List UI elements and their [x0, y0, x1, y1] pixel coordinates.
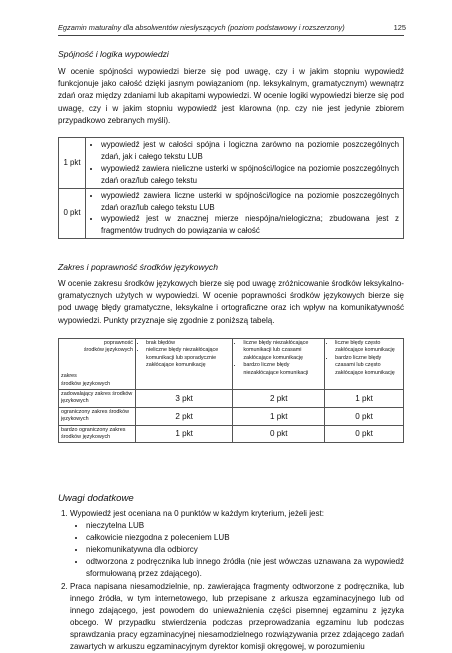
score-cell: 2 pkt	[136, 407, 233, 425]
score-cell: 3 pkt	[136, 390, 233, 408]
section-heading-remarks: Uwagi dodatkowe	[58, 493, 134, 504]
criterion-item: • wypowiedź zawiera liczne usterki w spójności/logice na poziomie poszczególnych zdań oraz/lub całego tekstu LUB	[101, 190, 399, 214]
score-cell: 1 pkt	[325, 390, 404, 408]
remark-bullet: • całkowicie niezgodna z poleceniem LUB	[86, 532, 404, 544]
points-cell: 0 pkt	[59, 188, 86, 239]
score-cell: 1 pkt	[233, 407, 325, 425]
remark-bullet: • nieczytelna LUB	[86, 520, 404, 532]
points-cell: 1 pkt	[59, 138, 86, 189]
table-row	[59, 425, 404, 443]
header-title: Egzamin maturalny dla absolwentów niesłyszących (poziom podstawowy i rozszerzony)	[58, 23, 345, 32]
table-header-row	[59, 339, 404, 390]
score-cell: 2 pkt	[233, 390, 325, 408]
section-heading-coherence: Spójność i logika wypowiedzi	[58, 49, 169, 59]
criteria-list	[88, 139, 399, 187]
corner-label-range-2: środków językowych	[61, 380, 111, 387]
criterion-item: • wypowiedź jest w znacznej mierze niespójna/nielogiczna; zbudowana jest z fragmentów trudnych do powiązania w całość	[101, 213, 399, 237]
table-row	[59, 390, 404, 408]
corner-label-range: zakres	[61, 373, 77, 380]
coherence-paragraph: W ocenie spójności wypowiedzi bierze się pod uwagę, czy i w jakim stopniu wypowiedź funkcjonuje jako całość dzięki jasnym powiązaniom (np. leksykalnym, gramatycznym) wewnątrz zdań oraz między zdaniami lub akapitami wypowiedzi. W ocenie logiki wypowiedzi bierze się pod uwagę, czy i w jakim stopniu wypowiedź jest klarowna (np. czy nie jest jedynie zbiorem przypadkowo zebranych myśli).	[58, 67, 404, 125]
column-header	[233, 339, 325, 390]
corner-cell	[59, 339, 136, 390]
remarks-list	[58, 508, 404, 653]
section-heading-language: Zakres i poprawność środków językowych	[58, 262, 218, 272]
coherence-scoring-table	[58, 137, 404, 239]
remark-text: Praca napisana niesamodzielnie, np. zawierająca fragmenty odtworzone z podręcznika, lub innego źródła, w tym internetowego, lub przepisane z arkusza egzaminacyjnego lub od innego zdającego, jest powodem do unieważnienia części pisemnej egzaminu z języka obcego. W przypadku stwierdzenia podczas przeprowadzania egzaminu lub podczas sprawdzania pracy egzaminacyjnej niesamodzielnego rozwiązywania przez zdającego zadań zawartych w arkuszu egzaminacyjnym dyrektor komisji okręgowej, w porozumieniu	[70, 581, 404, 652]
header-divider	[58, 35, 404, 36]
table-row	[59, 407, 404, 425]
running-header	[58, 23, 406, 32]
row-label: ograniczony zakres środków językowych	[59, 407, 136, 425]
criteria-list	[88, 190, 399, 238]
table-row	[59, 138, 404, 189]
column-header	[325, 339, 404, 390]
table-row	[59, 188, 404, 239]
remark-bullets	[70, 520, 404, 580]
row-label: bardzo ograniczony zakres środków językowych	[59, 425, 136, 443]
remark-bullet: • niekomunikatywna dla odbiorcy	[86, 544, 404, 556]
corner-label-accuracy-2: środków językowych	[83, 347, 133, 354]
remark-item	[70, 508, 404, 581]
corner-label-accuracy: poprawność	[103, 340, 133, 346]
score-cell: 0 pkt	[325, 407, 404, 425]
remark-item	[70, 581, 404, 653]
column-criterion: • bardzo liczne błędy niezakłócające komunikacji	[243, 362, 322, 377]
criterion-item: • wypowiedź jest w całości spójna i logiczna zarówno na poziomie poszczególnych zdań, jak i całego tekstu LUB	[101, 139, 399, 163]
criterion-item: • wypowiedź zawiera nieliczne usterki w spójności/logice na poziomie poszczególnych zdań oraz/lub całego tekstu	[101, 163, 399, 187]
column-criterion: • brak błędów	[146, 340, 230, 347]
column-criterion: • liczne błędy często zakłócające komunikację	[335, 340, 401, 355]
page-number: 125	[393, 23, 406, 32]
score-cell: 0 pkt	[233, 425, 325, 443]
column-header	[136, 339, 233, 390]
language-paragraph: W ocenie zakresu środków językowych bierze się pod uwagę zróżnicowanie środków leksykalno-gramatycznych użytych w wypowiedzi. W ocenie poprawności środków językowych bierze się pod uwagę błędy gramatyczne, leksykalne i ortograficzne oraz ich wpływ na komunikatywność wypowiedzi. Punkty przyznaje się zgodnie z poniższą tabelą.	[58, 279, 404, 325]
column-criterion: • bardzo liczne błędy czasami lub często zakłócające komunikację	[335, 355, 401, 377]
column-criterion: • liczne błędy niezakłócające komunikacji lub czasami zakłócające komunikację	[243, 340, 322, 362]
row-label: zadowalający zakres środków językowych	[59, 390, 136, 408]
score-cell: 1 pkt	[136, 425, 233, 443]
score-cell: 0 pkt	[325, 425, 404, 443]
column-criterion: • nieliczne błędy niezakłócające komunikacji lub sporadycznie zakłócające komunikację	[146, 347, 230, 369]
remark-bullet: • odtworzona z podręcznika lub innego źródła (nie jest wówczas uznawana za wypowiedź sformułowaną przez zdającego).	[86, 556, 404, 580]
language-scoring-table	[58, 338, 404, 443]
remark-text: Wypowiedź jest oceniana na 0 punktów w każdym kryterium, jeżeli jest:	[70, 509, 324, 518]
